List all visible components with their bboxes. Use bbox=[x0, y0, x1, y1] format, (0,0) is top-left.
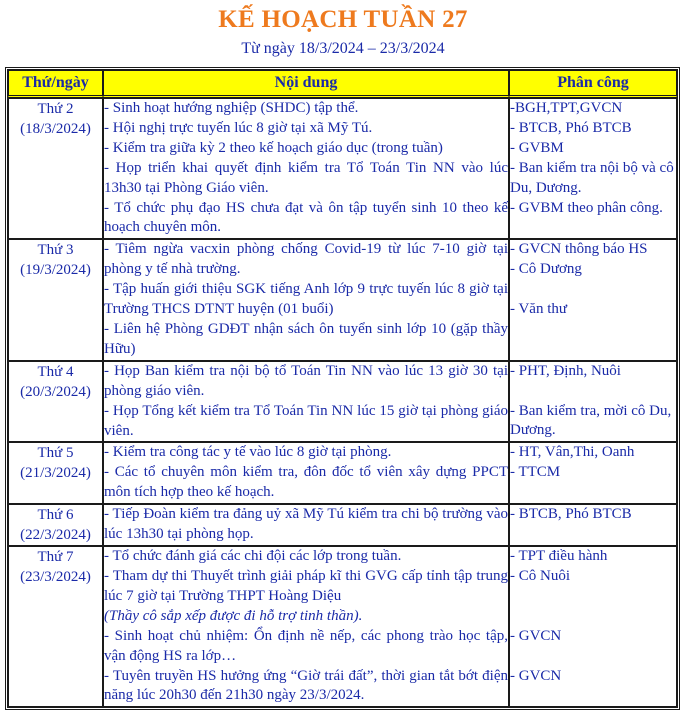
assignment-item: - TPT điều hành bbox=[510, 548, 608, 565]
day-cell bbox=[8, 239, 103, 360]
assignment-cell bbox=[509, 546, 677, 707]
table-row bbox=[8, 504, 677, 546]
day-name: Thứ 6 bbox=[37, 507, 74, 524]
assignment-item: - Cô Nuôi bbox=[510, 568, 570, 585]
assignment-item: - Ban kiểm tra nội bộ và cô Du, Dương. bbox=[510, 159, 674, 196]
content-item: - Họp triển khai quyết định kiểm tra Tổ Toán Tin NN vào lúc 13h30 tại Phòng Giáo viên. bbox=[104, 159, 508, 196]
content-item: - Tiêm ngừa vacxin phòng chống Covid-19 từ lúc 7-10 giờ tại phòng y tế nhà trường. bbox=[104, 241, 508, 278]
day-date: (19/3/2024) bbox=[20, 262, 91, 279]
day-cell bbox=[8, 546, 103, 707]
day-date: (23/3/2024) bbox=[20, 569, 91, 586]
content-item: - Kiểm tra công tác y tế vào lúc 8 giờ tại phòng. bbox=[104, 444, 392, 461]
day-cell bbox=[8, 98, 103, 239]
content-cell bbox=[103, 98, 509, 239]
day-cell bbox=[8, 361, 103, 443]
day-date: (22/3/2024) bbox=[20, 527, 91, 544]
content-item: - Tập huấn giới thiệu SGK tiếng Anh lớp 9 trực tuyến lúc 8 giờ tại Trường THCS DTNT huyện (01 buổi) bbox=[104, 281, 508, 318]
day-name: Thứ 7 bbox=[37, 549, 74, 566]
assignment-item: - GVBM theo phân công. bbox=[510, 199, 663, 216]
blank-line bbox=[510, 280, 676, 300]
content-item: - Hội nghị trực tuyến lúc 8 giờ tại xã Mỹ Tú. bbox=[104, 119, 373, 136]
content-note: (Thầy cô sắp xếp được đi hỗ trợ tinh thần). bbox=[104, 607, 363, 624]
assignment-item: -BGH,TPT,GVCN bbox=[510, 100, 623, 116]
content-item: - Các tổ chuyên môn kiểm tra, đôn đốc tổ viên xây dựng PPCT môn tích hợp theo kế hoạch. bbox=[104, 464, 508, 501]
assignment-item: - HT, Vân,Thi, Oanh bbox=[510, 444, 635, 461]
content-item: - Sinh hoạt chủ nhiệm: Ổn định nề nếp, các phong trào học tập, vận động HS ra lớp… bbox=[104, 627, 508, 664]
content-item: - Họp Ban kiểm tra nội bộ tổ Toán Tin NN vào lúc 13 giờ 30 tại phòng giáo viên. bbox=[104, 362, 508, 399]
table-row bbox=[8, 442, 677, 504]
assignment-item: - Ban kiểm tra, mời cô Du, Dương. bbox=[510, 402, 672, 439]
assignment-item: - GVCN bbox=[510, 627, 562, 644]
day-cell bbox=[8, 504, 103, 546]
assignment-item: - GVCN thông báo HS bbox=[510, 241, 648, 258]
content-item: - Tổ chức phụ đạo HS chưa đạt và ôn tập tuyển sinh 10 theo kế hoạch chuyên môn. bbox=[104, 199, 508, 236]
assignment-cell bbox=[509, 239, 677, 360]
assignment-cell bbox=[509, 442, 677, 504]
assignment-item: - BTCB, Phó BTCB bbox=[510, 506, 632, 523]
content-item: - Tuyên truyền HS hưởng ứng “Giờ trái đất”, thời gian tắt bớt điện năng lúc 20h30 đến 21h30 ngày 23/3/2024. bbox=[104, 667, 508, 704]
table-row bbox=[8, 239, 677, 360]
assignment-cell bbox=[509, 361, 677, 443]
assignment-cell bbox=[509, 504, 677, 546]
blank-line bbox=[510, 382, 676, 402]
content-item: - Họp Tổng kết kiểm tra Tổ Toán Tin NN lúc 15 giờ tại phòng giáo viên. bbox=[104, 402, 508, 439]
day-date: (20/3/2024) bbox=[20, 383, 91, 400]
blank-line bbox=[510, 647, 676, 667]
day-date: (21/3/2024) bbox=[20, 465, 91, 482]
content-cell bbox=[103, 442, 509, 504]
column-header-content: Nội dung bbox=[103, 70, 509, 98]
assignment-item: - Văn thư bbox=[510, 301, 568, 318]
content-cell bbox=[103, 361, 509, 443]
assignment-item: - TTCM bbox=[510, 464, 561, 481]
content-cell bbox=[103, 239, 509, 360]
page-title: KẾ HOẠCH TUẦN 27 bbox=[218, 6, 468, 33]
content-item: - Tiếp Đoàn kiểm tra đảng uỷ xã Mỹ Tú kiểm tra chi bộ trường vào lúc 13h30 tại phòng họp. bbox=[104, 506, 508, 543]
content-cell bbox=[103, 504, 509, 546]
day-date: (18/3/2024) bbox=[20, 121, 91, 137]
day-name: Thứ 2 bbox=[37, 101, 74, 117]
blank-line bbox=[510, 587, 676, 607]
day-name: Thứ 4 bbox=[37, 363, 74, 380]
blank-line bbox=[510, 607, 676, 627]
assignment-cell bbox=[509, 98, 677, 239]
table-header-row bbox=[8, 70, 677, 98]
content-item: - Kiểm tra giữa kỳ 2 theo kế hoạch giáo dục (trong tuần) bbox=[104, 139, 443, 156]
content-item: - Sinh hoạt hướng nghiệp (SHDC) tập thể. bbox=[104, 100, 359, 116]
content-cell bbox=[103, 546, 509, 707]
assignment-item: - Cô Dương bbox=[510, 261, 582, 278]
table-row bbox=[8, 361, 677, 443]
day-cell bbox=[8, 442, 103, 504]
content-item: - Liên hệ Phòng GDĐT nhận sách ôn tuyển sinh lớp 10 (gặp thầy Hữu) bbox=[104, 320, 508, 357]
assignment-item: - GVBM bbox=[510, 139, 564, 156]
day-name: Thứ 5 bbox=[37, 445, 74, 462]
weekly-plan-table bbox=[5, 67, 680, 710]
content-item: - Tổ chức đánh giá các chi đội các lớp trong tuần. bbox=[104, 548, 402, 565]
date-range-subtitle: Từ ngày 18/3/2024 – 23/3/2024 bbox=[241, 40, 445, 57]
content-item: - Tham dự thi Thuyết trình giải pháp kĩ thi GVG cấp tỉnh tập trung lúc 7 giờ tại Trường THPT Hoàng Diệu bbox=[104, 568, 508, 604]
table-row bbox=[8, 98, 677, 239]
assignment-item: - PHT, Định, Nuôi bbox=[510, 362, 621, 379]
assignment-item: - BTCB, Phó BTCB bbox=[510, 119, 632, 136]
table-row bbox=[8, 546, 677, 707]
assignment-item: - GVCN bbox=[510, 667, 562, 684]
column-header-assignment: Phân công bbox=[509, 70, 677, 98]
column-header-day: Thứ/ngày bbox=[8, 70, 103, 98]
day-name: Thứ 3 bbox=[37, 242, 74, 259]
